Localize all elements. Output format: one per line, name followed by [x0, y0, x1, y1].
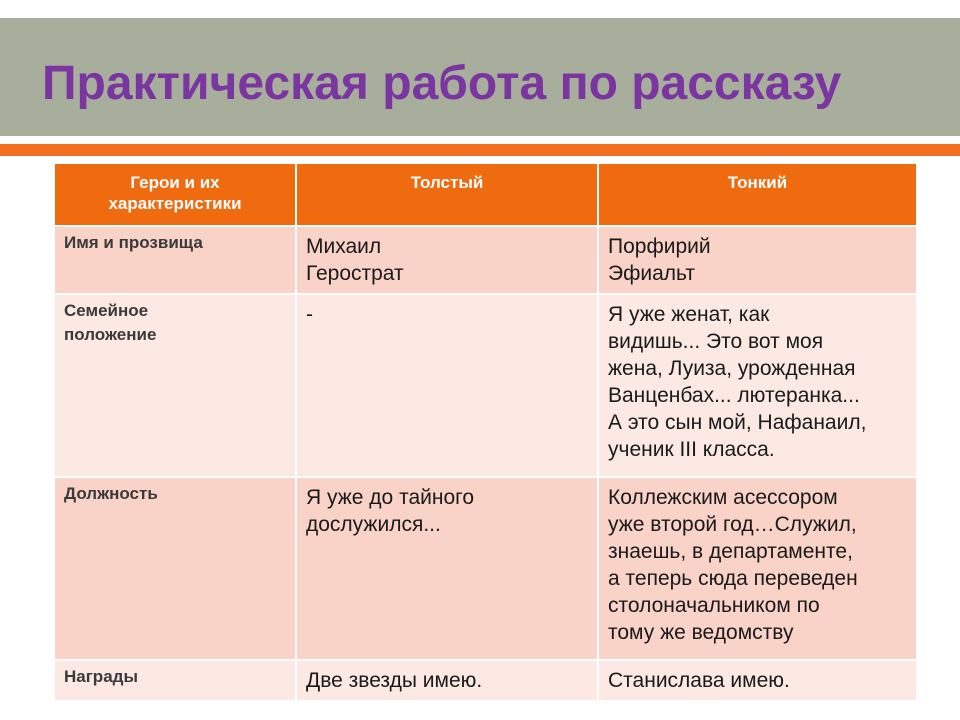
cell-line: Эфиальт — [608, 262, 695, 285]
cell-tolstyi-names — [296, 226, 598, 294]
header-characteristics: Герои и их характеристики — [54, 163, 296, 226]
cell-line: - — [306, 303, 313, 326]
table-header-row — [54, 163, 917, 226]
cell-line: знаешь, в департаменте, — [608, 540, 853, 563]
cell-line: Герострат — [306, 262, 404, 285]
cell-line: жена, Луиза, урожденная — [608, 357, 856, 380]
cell-line: видишь... Это вот моя — [608, 330, 824, 353]
row-label-names: Имя и прозвища — [54, 226, 296, 294]
cell-line: Семейное — [64, 301, 149, 320]
cell-tonkii-names — [598, 226, 917, 294]
cell-tolstyi-position — [296, 477, 598, 660]
slide-title: Практическая работа по рассказу — [42, 57, 842, 110]
header-tolstyi: Толстый — [296, 163, 598, 226]
cell-line: Порфирий — [608, 235, 711, 258]
cell-tolstyi-awards — [296, 660, 598, 701]
accent-stripe — [0, 144, 960, 156]
cell-tonkii-position — [598, 477, 917, 660]
cell-line: Коллежским асессором — [608, 486, 838, 509]
cell-tonkii-family — [598, 294, 917, 477]
cell-line: положение — [64, 325, 157, 344]
cell-line: а теперь сюда переведен — [608, 567, 858, 590]
table-row — [54, 294, 917, 477]
row-label-family — [54, 294, 296, 477]
cell-line: Я уже до тайного — [306, 486, 475, 509]
table-row — [54, 477, 917, 660]
table-row — [54, 226, 917, 294]
cell-line: Михаил — [306, 235, 382, 258]
cell-line: столоначальником по — [608, 594, 820, 617]
characters-table — [53, 162, 918, 702]
cell-line: ученик III класса. — [608, 438, 775, 461]
cell-line: Две звезды имею. — [306, 669, 483, 692]
cell-line: Ванценбах... лютеранка... — [608, 384, 860, 407]
row-label-position: Должность — [54, 477, 296, 660]
row-label-awards: Награды — [54, 660, 296, 701]
cell-line: Станислава имею. — [608, 669, 790, 692]
cell-line: уже второй год…Служил, — [608, 513, 857, 536]
header-tonkii: Тонкий — [598, 163, 917, 226]
cell-tonkii-awards — [598, 660, 917, 701]
cell-line: тому же ведомству — [608, 621, 794, 644]
cell-line: Я уже женат, как — [608, 303, 770, 326]
cell-line: А это сын мой, Нафанаил, — [608, 411, 867, 434]
cell-tolstyi-family — [296, 294, 598, 477]
cell-line: дослужился... — [306, 513, 441, 536]
table-row — [54, 660, 917, 701]
